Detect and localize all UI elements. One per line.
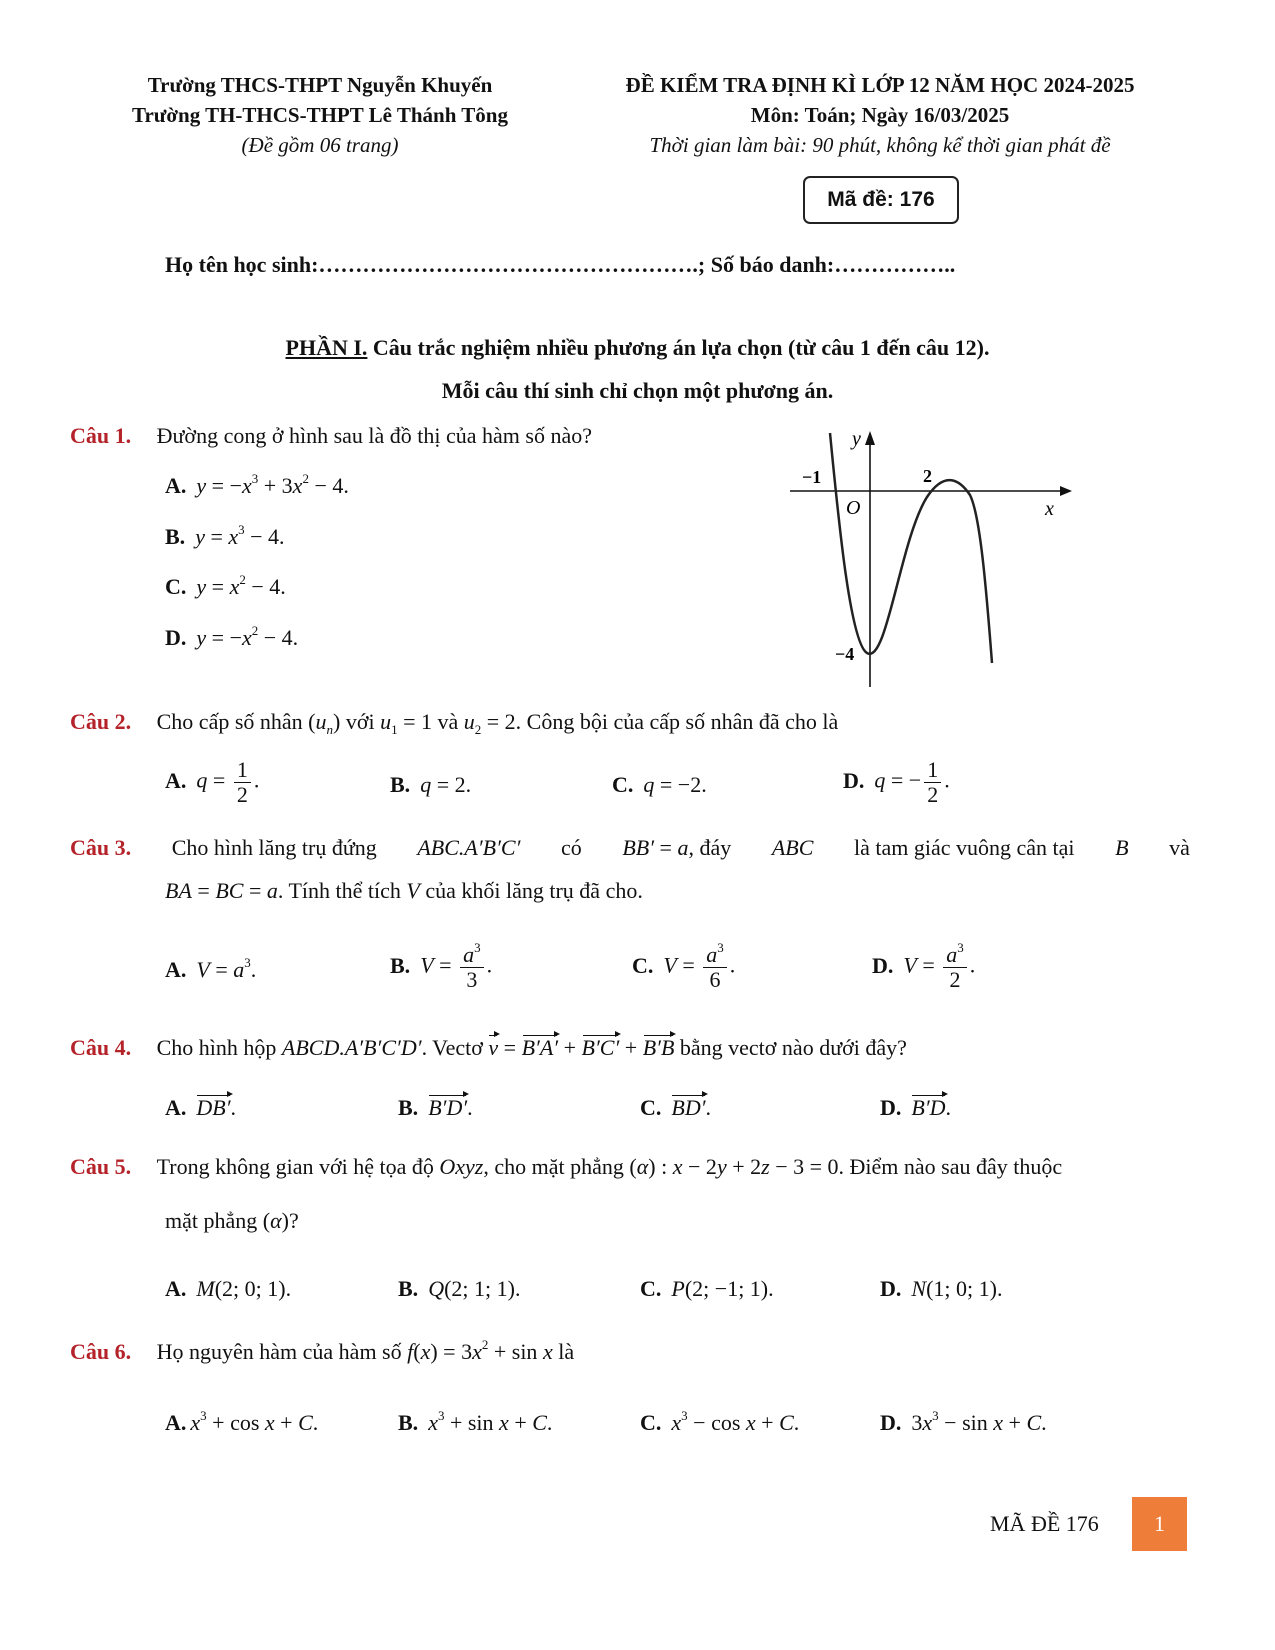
question-2: Câu 2. Cho cấp số nhân $(u_n)$ với $u_1 = 1$ và $u_2 = 2$. Công bội của cấp số nhân đã cho là (70, 709, 839, 737)
q3-option-b[interactable]: B. V = $\frac{a^3}{3}$ . (390, 940, 493, 992)
subject-date: Môn: Toán; Ngày 16/03/2025 (750, 103, 1010, 127)
exam-title: ĐỀ KIỂM TRA ĐỊNH KÌ LỚP 12 NĂM HỌC 2024-2025 (625, 73, 1135, 97)
x-axis-arrow (1060, 486, 1072, 496)
footer-exam-code: MÃ ĐỀ 176 (990, 1511, 1099, 1536)
question-3: Câu 3. Cho hình lăng trụ đứng ABC.A′B′C′ có BB′ = a, đáy ABC là tam giác vuông cân tại B và BA = BC = a. Tính thể tích V của khối lăng trụ đã cho. (70, 835, 1190, 903)
q2-option-a[interactable]: A. q = $\frac{1}{2}$ . (165, 757, 260, 807)
part1-title: PHẦN I. (285, 335, 368, 360)
q5-option-b[interactable]: B. Q(2; 1; 1). (398, 1276, 521, 1301)
school-name-2: Trường TH-THCS-THPT Lê Thánh Tông (132, 103, 508, 127)
q6-option-c[interactable]: C. $x^3 - \cos x + C$. (640, 1408, 800, 1435)
origin-label: O (846, 497, 861, 519)
q5-option-a[interactable]: A. M(2; 0; 1). (165, 1276, 292, 1301)
y-axis-label: y (852, 428, 861, 450)
q1-option-b[interactable]: B. $y = x^3 - 4$. (165, 522, 285, 549)
q1-function-graph (780, 425, 1080, 695)
q4-option-d[interactable]: D. B′D. (880, 1093, 951, 1123)
pages-note: (Đề gồm 06 trang) (241, 133, 399, 157)
q2-option-c[interactable]: C. q = −2. (612, 772, 707, 797)
q6-option-a[interactable]: A. $x^3 + \cos x + C$. (165, 1408, 319, 1435)
q1-option-c[interactable]: C. $y = x^2 - 4$. (165, 572, 286, 599)
question-4-label: Câu 4. (70, 1035, 132, 1060)
question-5-line2: mặt phẳng (α)? (165, 1208, 299, 1233)
exam-code: Mã đề: 176 (827, 188, 935, 211)
q6-option-b[interactable]: B. $x^3 + \sin x + C$. (398, 1408, 553, 1435)
q2-option-b[interactable]: B. q = 2. (390, 772, 472, 797)
q4-option-a[interactable]: A. DB′. (165, 1093, 236, 1123)
part1-desc: Câu trắc nghiệm nhiều phương án lựa chọn (từ câu 1 đến câu 12). (372, 335, 990, 360)
question-3-label: Câu 3. (70, 835, 132, 860)
question-5: Câu 5. Trong không gian với hệ tọa độ Oxyz, cho mặt phẳng (α) : x − 2y + 2z − 3 = 0. Điểm nào sau đây thuộc (70, 1154, 1063, 1179)
student-info-line: Họ tên học sinh:…………………………………………….; Số báo danh:…………….. (165, 252, 956, 277)
q2-option-d[interactable]: D. q = − $\frac{1}{2}$ . (843, 757, 950, 807)
question-6-label: Câu 6. (70, 1339, 132, 1364)
question-6: Câu 6. Họ nguyên hàm của hàm số $f(x) = 3x^2 + \sin x$ là (70, 1337, 575, 1364)
time-note: Thời gian làm bài: 90 phút, không kể thời gian phát đề (649, 133, 1111, 157)
question-2-label: Câu 2. (70, 709, 132, 734)
tick-label-neg4: −4 (835, 644, 855, 664)
q1-option-d[interactable]: D. $y = -x^2 - 4$. (165, 623, 299, 650)
page-number-box (1132, 1497, 1187, 1551)
question-5-label: Câu 5. (70, 1154, 132, 1179)
question-4: Câu 4. Cho hình hộp ABCD.A′B′C′D′. Vectơ v = B′A′ + B′C′ + B′B bằng vectơ nào dưới đây? (70, 1033, 907, 1063)
q3-option-d[interactable]: D. V = $\frac{a^3}{2}$ . (872, 940, 976, 992)
q5-option-c[interactable]: C. P(2; −1; 1). (640, 1276, 774, 1301)
q4-option-b[interactable]: B. B′D′. (398, 1093, 473, 1123)
q6-option-d[interactable]: D. $3x^3 - \sin x + C$. (880, 1408, 1047, 1435)
question-1 (70, 421, 592, 451)
tick-label-neg1: −1 (802, 467, 822, 487)
tick-label-2: 2 (923, 466, 932, 486)
y-axis-arrow (865, 431, 875, 445)
q5-option-d[interactable]: D. N(1; 0; 1). (880, 1276, 1003, 1301)
question-1-label: Câu 1. (70, 423, 132, 448)
school-name-1: Trường THCS-THPT Nguyễn Khuyến (147, 73, 493, 97)
q3-option-a[interactable]: A. $V = a^3$. (165, 955, 257, 982)
exam-code-box (803, 176, 959, 224)
question-1-text: Đường cong ở hình sau là đồ thị của hàm số nào? (156, 423, 593, 448)
q3-option-c[interactable]: C. V = $\frac{a^3}{6}$ . (632, 940, 736, 992)
curve (830, 433, 992, 663)
page-number: 1 (1154, 1511, 1165, 1536)
part1-desc2: Mỗi câu thí sinh chỉ chọn một phương án. (441, 378, 834, 403)
part1-heading (0, 333, 1275, 363)
q1-option-a[interactable]: A. $y = -x^3 + 3x^2 - 4$. (165, 471, 349, 498)
q4-option-c[interactable]: C. BD′. (640, 1093, 711, 1123)
x-axis-label: x (1045, 498, 1054, 520)
